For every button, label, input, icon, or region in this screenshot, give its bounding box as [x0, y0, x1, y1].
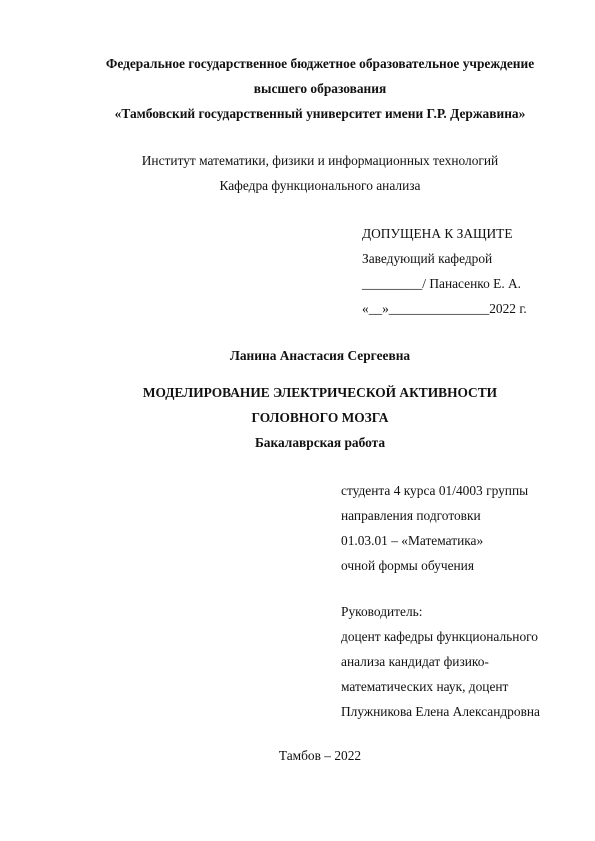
supervisor-label: Руководитель:: [341, 604, 423, 619]
student-course-group: студента 4 курса 01/4003 группы: [341, 483, 529, 498]
approval-title: ДОПУЩЕНА К ЗАЩИТЕ: [362, 226, 513, 241]
department-name: Кафедра функционального анализа: [219, 178, 421, 193]
supervisor-line1: доцент кафедры функционального: [341, 629, 538, 644]
approval-date-line: «__»_______________2022 г.: [362, 301, 527, 316]
org-name-line2: высшего образования: [253, 81, 387, 96]
head-of-department-label: Заведующий кафедрой: [362, 251, 493, 266]
org-name-line1: Федеральное государственное бюджетное образовательное учреждение: [105, 56, 535, 71]
work-title-line1: МОДЕЛИРОВАНИЕ ЭЛЕКТРИЧЕСКОЙ АКТИВНОСТИ: [142, 385, 498, 400]
supervisor-name: Плужникова Елена Александровна: [341, 704, 540, 719]
author-name: Ланина Анастасия Сергеевна: [229, 348, 411, 363]
city-year: Тамбов – 2022: [278, 748, 362, 763]
student-direction-code: 01.03.01 – «Математика»: [341, 533, 484, 548]
student-direction-label: направления подготовки: [341, 508, 481, 523]
student-study-form: очной формы обучения: [341, 558, 475, 573]
signature-line: _________/ Панасенко Е. А.: [362, 276, 522, 291]
supervisor-line3: математических наук, доцент: [341, 679, 509, 694]
work-type: Бакалаврская работа: [254, 435, 386, 450]
institute-name: Институт математики, физики и информационных технологий: [141, 153, 499, 168]
university-name: «Тамбовский государственный университет имени Г.Р. Державина»: [114, 106, 526, 121]
work-title-line2: ГОЛОВНОГО МОЗГА: [251, 410, 389, 425]
supervisor-line2: анализа кандидат физико-: [341, 654, 489, 669]
